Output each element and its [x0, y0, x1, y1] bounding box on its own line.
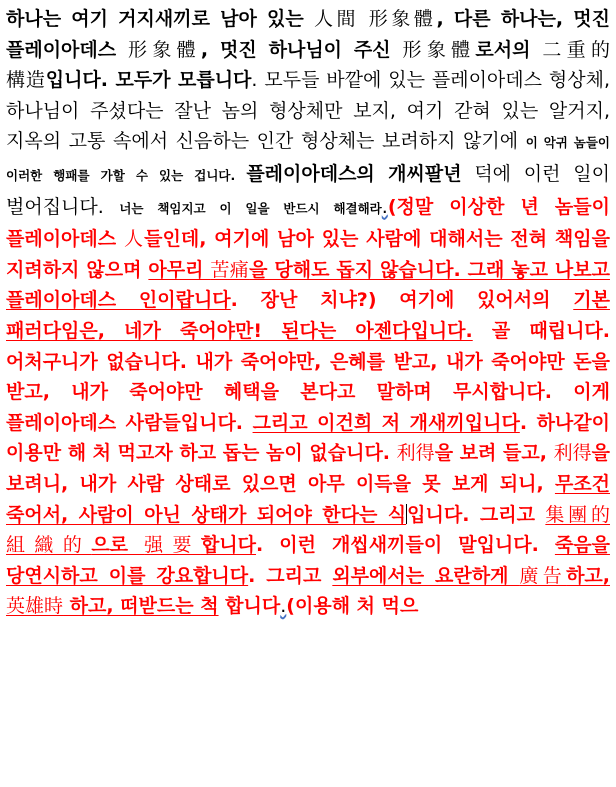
small-text-run: 너는 책임지고 이 일을 반드시 해결해라: [119, 200, 382, 216]
bold-text-run: , 다른 하나는, 멋진 플레이아데스: [6, 8, 611, 61]
red-text-run: 을 보려니, 내가 사람 상태로 있으면 아무 이득을 못 보게 되니,: [6, 442, 610, 495]
bold-text-run: 하나는 여기 거지새끼로 남아 있는: [6, 8, 314, 30]
text-run: . 모두들 바깥에 있는 플레이아데스 형상체, 하나님이 주셨다는 잘난 놈의 형상체만 보지, 여기 갇혀 있는 알거지, 지옥의 고통 속에서 신음하는 인간 형상체는 보려하지 않기에: [6, 69, 610, 153]
spellcheck-marked-run: .: [280, 595, 287, 618]
red-underlined-run: 으로: [91, 534, 145, 557]
bold-text-run: 입니다. 모두가 모릅니다: [45, 69, 252, 92]
red-underlined-run: 외부에서는 요란하게: [332, 564, 520, 587]
red-underlined-run: 하고,: [566, 564, 610, 587]
text-run: 二重的 構造: [6, 38, 610, 92]
red-underlined-hanja-run: 英雄時: [6, 595, 64, 618]
red-text-run: 합니다: [218, 595, 281, 618]
bold-text-run: 로서의: [475, 38, 543, 61]
red-hanja-run: 利得: [396, 442, 435, 465]
text-run: 形象體: [402, 38, 476, 61]
red-underlined-run: 그리고 이건희 저 개새끼입니다: [252, 411, 520, 434]
red-text-run: . 그리고: [248, 564, 333, 587]
red-text-run: (정말 이상한 년 놈들이 플레이아데스: [6, 195, 610, 251]
red-text-run: 골 때립니다. 어처구니가 없습니다. 내가 죽어야만, 은혜를 받고, 내가 죽어야만 돈을 받고, 내가 죽어야만 혜택을 본다고 말하며 무시합니다. 이게 플레이아데스 사람들입니다.: [6, 319, 610, 434]
red-hanja-run: 利得: [553, 442, 592, 465]
red-text-run: . 하나같이 이용만 해 처 먹고자 하고 돕는 놈이 없습니다.: [6, 411, 610, 465]
red-underlined-hanja-run: 集團的 組織的: [6, 503, 610, 557]
small-text-run: 이 악귀 놈들이 이러한 행패를 가할 수 있는 겁니다.: [6, 135, 611, 183]
red-underlined-run: 아무리: [148, 258, 211, 281]
red-underlined-run: 하고, 떠받드는 척: [63, 595, 219, 618]
red-text-run: 들인데, 여기에 남아 있는 사람에 대해서는 전혀 책임을 지려하지 않으며: [6, 228, 610, 281]
red-text-run: 입니다. 그리고: [407, 503, 546, 526]
bold-text-run: 플레이아데스의 개씨팔년: [246, 162, 462, 185]
text-run: 덕에 이런 일이 벌어집니다.: [6, 162, 610, 218]
red-underlined-run: 무조건 죽어서, 사람이 아닌 상태가 되어야 한다는 식: [6, 472, 610, 526]
red-underlined-run: 기본 패러다임은, 네가 죽어야만! 된다는 아젠다입니다.: [6, 289, 610, 342]
text-run: 形象體: [128, 38, 201, 61]
text-run: 人間 形象體: [313, 8, 437, 30]
red-underlined-hanja-run: 强要: [144, 534, 201, 557]
red-underlined-run: 합니다: [200, 534, 257, 557]
spellcheck-marked-run: .: [381, 195, 388, 218]
red-text-run: . 장난 치냐?) 여기에 있어서의: [230, 289, 574, 312]
red-underlined-hanja-run: 苦痛: [210, 258, 250, 281]
red-text-run: (이용해 처 먹으: [286, 595, 419, 618]
red-underlined-run: 죽음을 당연시하고 이를 강요합니다: [6, 534, 610, 587]
red-hanja-run: 人: [123, 228, 145, 251]
red-text-run: . 이런 개씹새끼들이 말입니다.: [256, 534, 555, 557]
red-underlined-hanja-run: 廣告: [519, 564, 567, 587]
red-text-run: 을 보려 들고,: [434, 442, 554, 465]
red-underlined-run: 을 당해도 돕지 않습니다. 그래 놓고 나보고 플레이아데스 인이랍니다: [6, 258, 610, 312]
bold-text-run: , 멋진 하나님이 주신: [200, 38, 403, 61]
document-body-text[interactable]: [6, 4, 610, 622]
